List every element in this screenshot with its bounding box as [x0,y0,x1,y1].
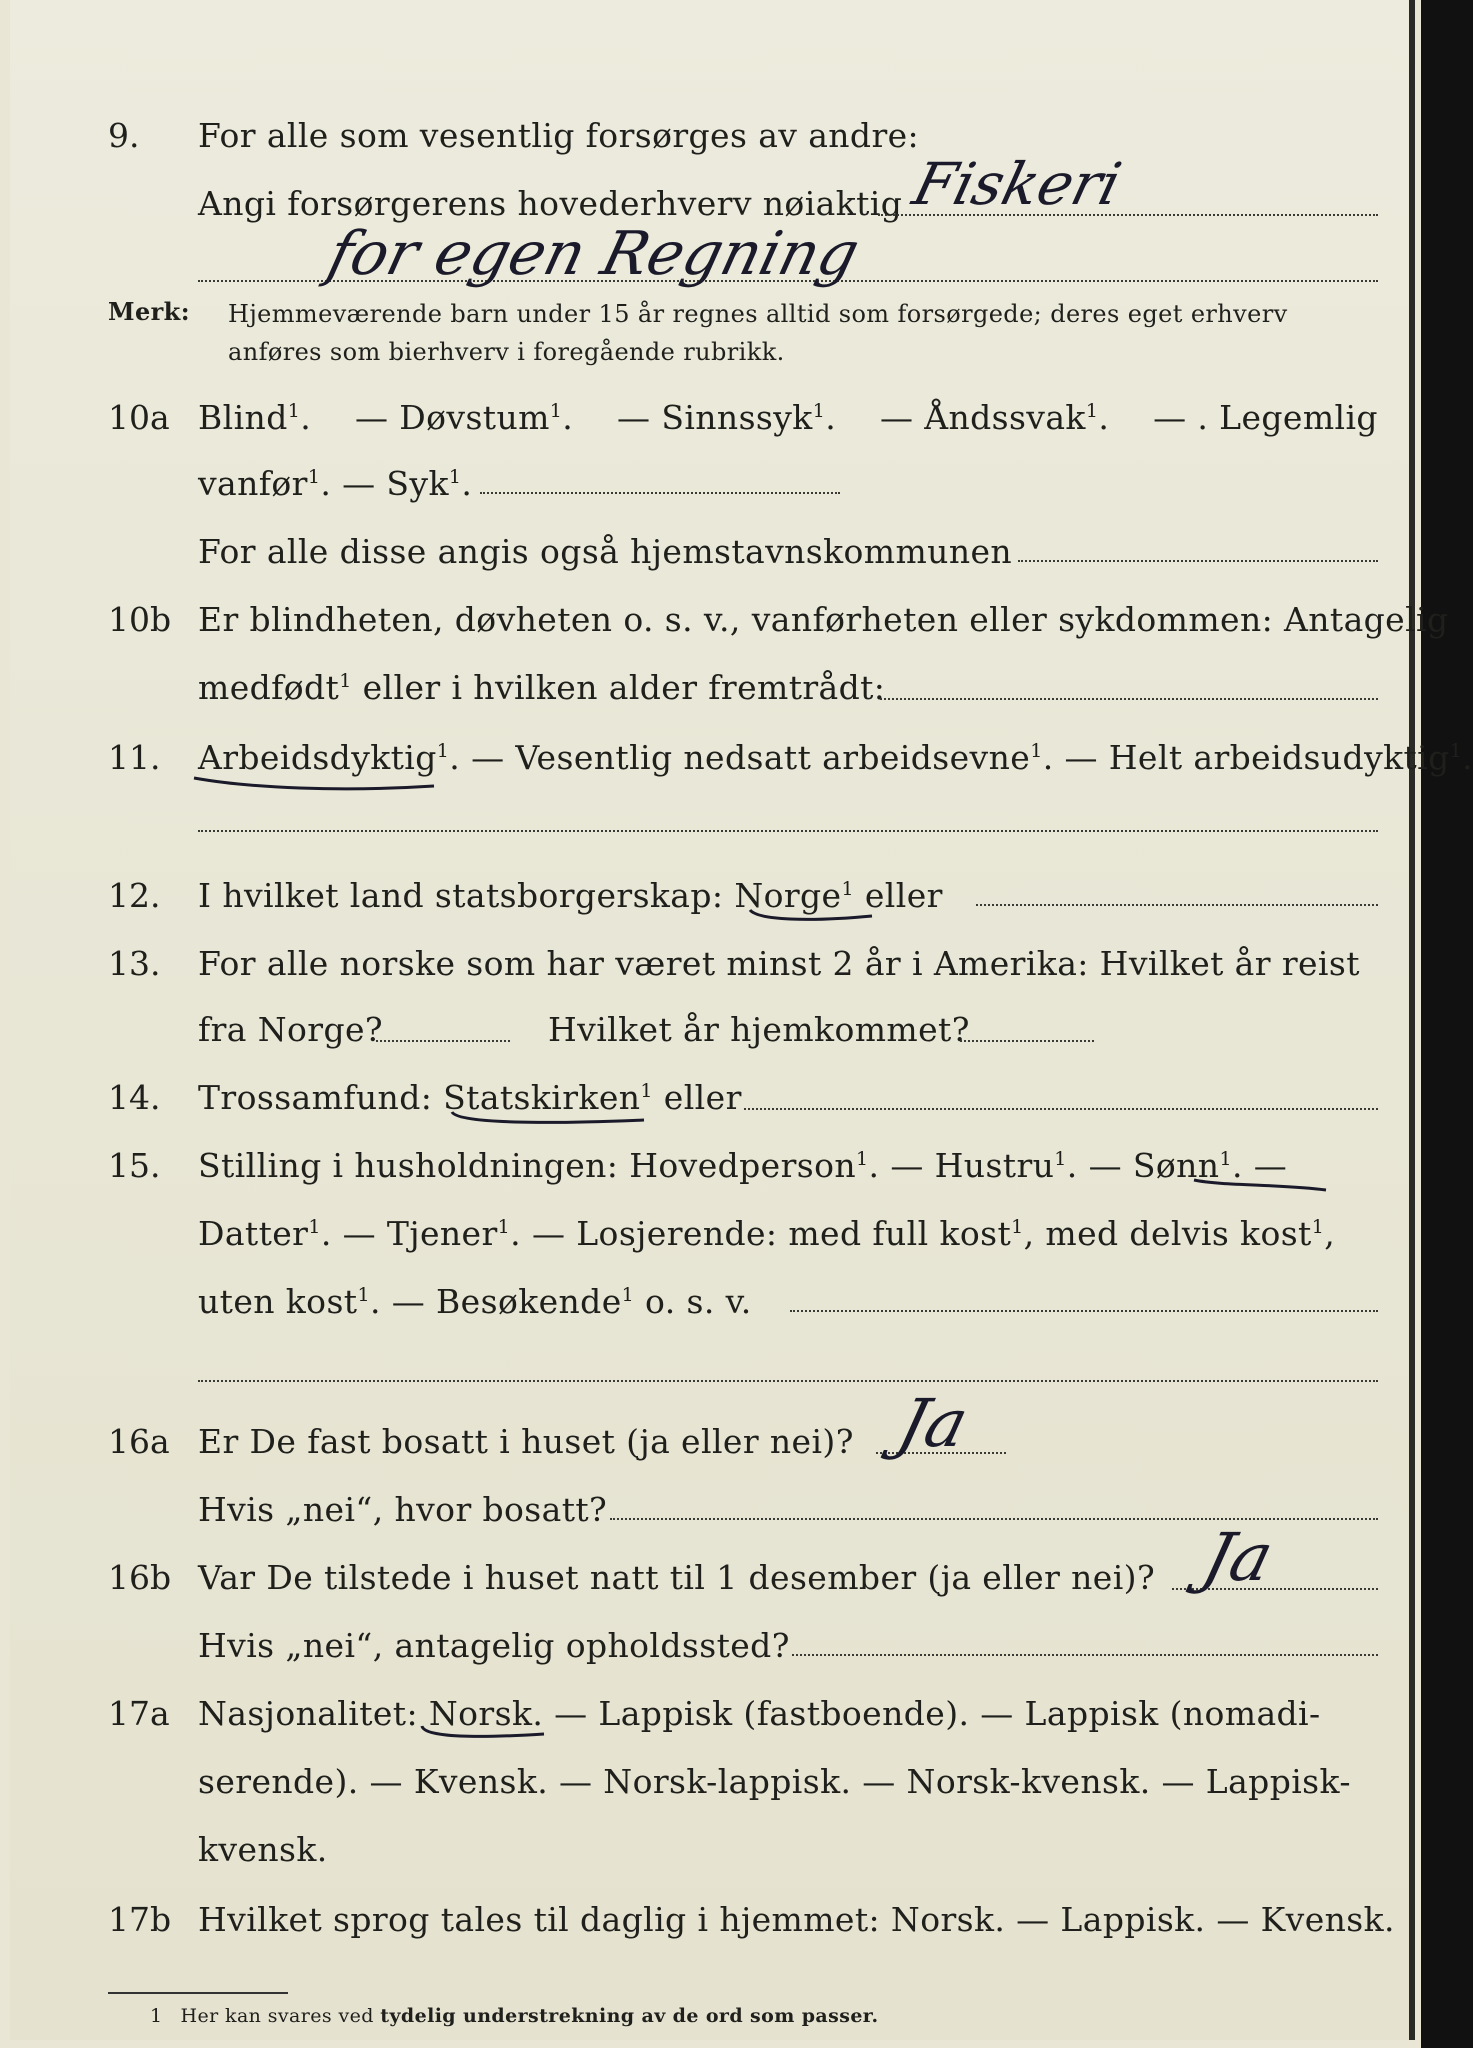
q10a-vanfor: vanfør$^1$. [198,464,332,503]
q13-hjemkommet: Hvilket år hjemkommet? [548,1010,970,1049]
q9-handwritten-answer1: Fiskeri [906,150,1128,218]
q17b-number: 17b [108,1900,172,1939]
q9-line2: Angi forsørgerens hovederhverv nøiaktig [198,184,903,223]
q11-number: 11. [108,738,161,777]
q13-fra-norge: fra Norge? [198,1010,384,1049]
q15-line2: Datter$^1$. — Tjener$^1$. — Losjerende: med full kost$^1$, med delvis kost$^1$, [198,1214,1336,1253]
q17a-line3: kvensk. [198,1830,328,1869]
q14-statskirken: Statskirken$^1$ [443,1078,653,1117]
q17a-line1: Nasjonalitet: Norsk. — Lappisk (fastboende). — Lappisk (nomadi- [198,1694,1321,1733]
q10a-number: 10a [108,398,170,437]
merk-line2: anføres som bierhverv i foregående rubrikk. [228,338,785,366]
q14-number: 14. [108,1078,161,1117]
q16a-number: 16a [108,1422,170,1461]
q15-number: 15. [108,1146,161,1185]
q15-line3: uten kost$^1$. — Besøkende$^1$ o. s. v. [198,1282,752,1321]
q16b-line1: Var De tilstede i huset natt til 1 desember (ja eller nei)? [198,1558,1156,1597]
q10b-number: 10b [108,600,172,639]
q13-hjemkommet-line [960,1040,1094,1042]
q12-answer-line [976,904,1378,906]
q15-line1: Stilling i husholdningen: Hovedperson$^1$. — Hustru$^1$. — Sønn$^1$. — [198,1146,1288,1185]
q14-answer-line [744,1108,1378,1110]
q10a-line2 [198,464,472,504]
q9-handwritten-answer2: for egen Regning [321,219,866,289]
q14-line: Trossamfund: Statskirken$^1$ eller [198,1078,742,1117]
merk-label: Merk: [108,297,190,326]
q15-answer-line2 [198,1380,1378,1382]
q16b-line2: Hvis „nei“, antagelig opholdssted? [198,1626,790,1665]
q12-line: I hvilket land statsborgerskap: Norge$^1$ eller [198,876,943,915]
q15-sonn: Sønn$^1$ [1132,1146,1232,1185]
q10a-andssvak: — Åndssvak$^1$. [879,398,1110,437]
q17a-underline-mark [420,1722,550,1746]
q10a-blind: Blind$^1$. [198,398,312,437]
q10b-answer-line [880,698,1378,700]
q11-arbeidsdyktig: Arbeidsdyktig$^1$. [198,738,461,777]
q9-number: 9. [108,116,140,155]
q10a-legemlig: — . Legemlig [1153,398,1378,437]
q10b-line2: medfødt$^1$ eller i hvilken alder fremtrådt: [198,668,886,707]
q17b-line: Hvilket sprog tales til daglig i hjemmet: Norsk. — Lappisk. — Kvensk. [198,1900,1395,1939]
q9-line1: For alle som vesentlig forsørges av andre: [198,116,920,155]
q12-underline-mark [748,904,878,928]
merk-line1: Hjemmeværende barn under 15 år regnes alltid som forsørgede; deres eget erhverv [228,300,1288,328]
q10a-hjemstavn-line [1018,560,1378,562]
q16a-line1: Er De fast bosatt i huset (ja eller nei)? [198,1422,854,1461]
q10a-answer-line [480,492,840,494]
q17a-line2: serende). — Kvensk. — Norsk-lappisk. — Norsk-kvensk. — Lappisk- [198,1762,1351,1801]
q12-number: 12. [108,876,161,915]
q16a-line2: Hvis „nei“, hvor bosatt? [198,1490,608,1529]
q16a-handwritten-answer: Ja [890,1385,976,1462]
q13-reist-line [376,1040,510,1042]
footnote: 1 Her kan svares ved tydelig understrekning av de ord som passer. [150,2005,879,2027]
q10a-sinnssyk: — Sinnssyk$^1$. [617,398,837,437]
q14-underline-mark [450,1106,650,1130]
q10a-line1 [198,398,1378,438]
q17a-norsk: Norsk. [428,1694,544,1733]
q15-underline-mark [1192,1174,1332,1198]
q11-udyktig: — Helt arbeidsudyktig$^1$. [1064,738,1473,777]
q11-answer-line [198,830,1378,832]
q16b-handwritten-answer: Ja [1195,1519,1281,1596]
q15-answer-line1 [790,1310,1378,1312]
q12-norge: Norge$^1$ [734,876,854,915]
q11-underline-mark [190,770,440,794]
q10b-line1: Er blindheten, døvheten o. s. v., vanførheten eller sykdommen: Antagelig [198,600,1449,639]
q16b-opholdssted-line [792,1654,1378,1656]
q16b-number: 16b [108,1558,172,1597]
q10a-syk: — Syk$^1$. [342,464,473,503]
q13-line1: For alle norske som har været minst 2 år i Amerika: Hvilket år reist [198,944,1360,983]
q11-nedsatt: — Vesentlig nedsatt arbeidsevne$^1$. [471,738,1054,777]
q10a-line3: For alle disse angis også hjemstavnskommunen [198,532,1013,571]
q17a-number: 17a [108,1694,170,1733]
footnote-rule [108,1992,288,1994]
q10a-dovstum: — Døvstum$^1$. [354,398,574,437]
q13-number: 13. [108,944,161,983]
